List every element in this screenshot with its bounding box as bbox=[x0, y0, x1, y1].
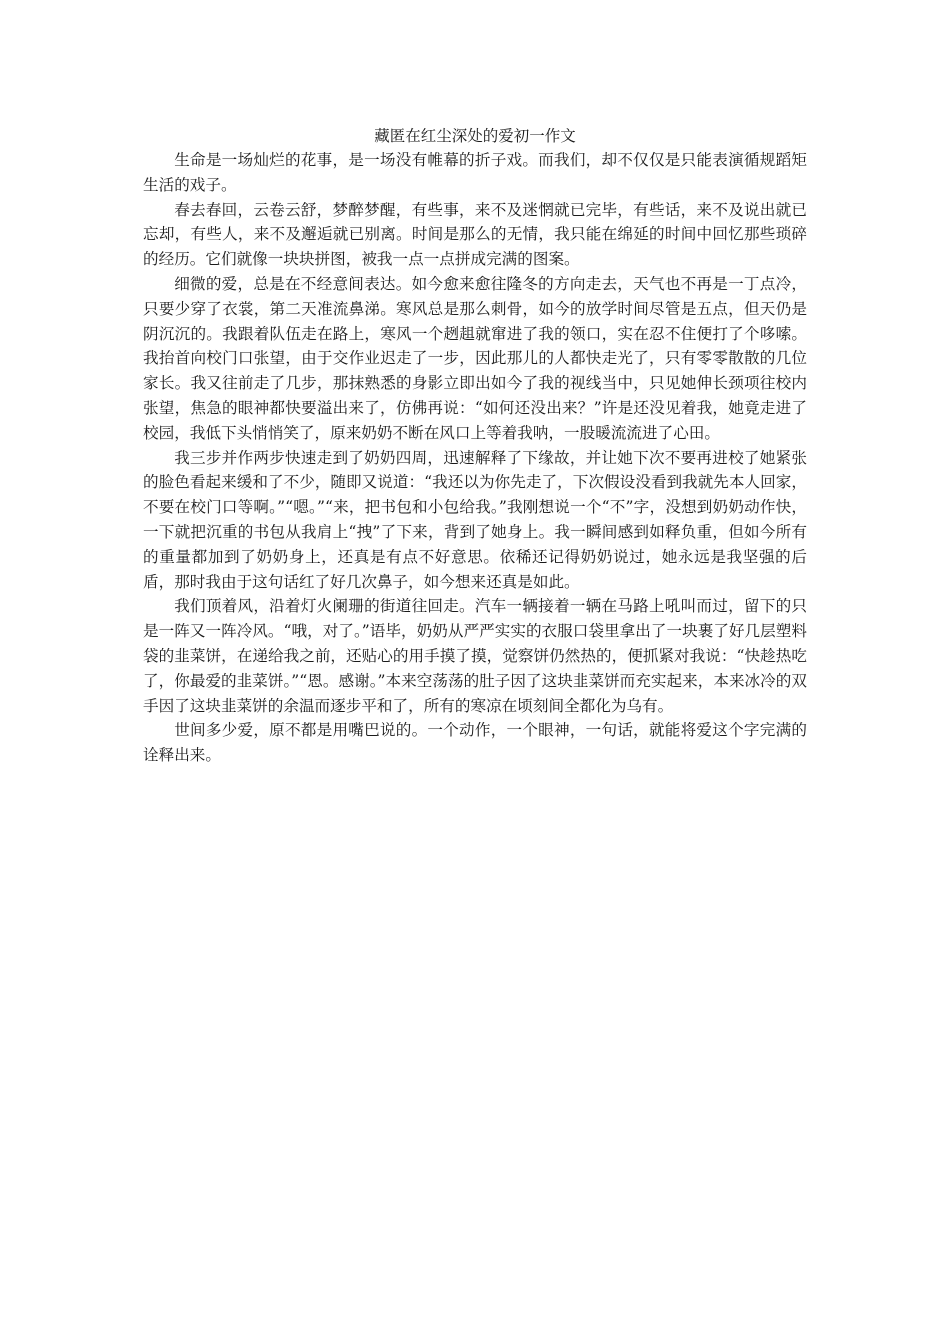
paragraph-4: 我三步并作两步快速走到了奶奶四周，迅速解释了下缘故，并让她下次不要再进校了她紧张的脸色看起来缓和了不少，随即又说道：“我还以为你先走了，下次假设没看到我就先本人回家，不要在校门口等啊。”“嗯。”“来，把书包和小包给我。”我刚想说一个“不”字，没想到奶奶动作快，一下就把沉重的书包从我肩上“拽”了下来，背到了她身上。我一瞬间感到如释负重，但如今所有的重量都加到了奶奶身上，还真是有点不好意思。依稀还记得奶奶说过，她永远是我坚强的后盾，那时我由于这句话红了好几次鼻子，如今想来还真是如此。 bbox=[143, 448, 807, 591]
paragraph-2: 春去春回，云卷云舒，梦醉梦醒，有些事，来不及迷惘就已完毕，有些话，来不及说出就已忘却，有些人，来不及邂逅就已别离。时间是那么的无情，我只能在绵延的时间中回忆那些琐碎的经历。它们就像一块块拼图，被我一点一点拼成完满的图案。 bbox=[143, 200, 807, 269]
page-title: 藏匿在红尘深处的爱初一作文 bbox=[374, 127, 576, 145]
paragraph-3: 细微的爱，总是在不经意间表达。如今愈来愈往隆冬的方向走去，天气也不再是一丁点冷，只要少穿了衣裳，第二天准流鼻涕。寒风总是那么刺骨，如今的放学时间尽管是五点，但天仍是阴沉沉的。我跟着队伍走在路上，寒风一个趔趄就窜进了我的领口，实在忍不住便打了个哆嗦。我抬首向校门口张望，由于交作业迟走了一步，因此那儿的人都快走光了，只有零零散散的几位家长。我又往前走了几步，那抹熟悉的身影立即出如今了我的视线当中，只见她伸长颈项往校内张望，焦急的眼神都快要溢出来了，仿佛再说：“如何还没出来？”许是还没见着我，她竟走进了校园，我低下头悄悄笑了，原来奶奶不断在风口上等着我呐，一股暖流流进了心田。 bbox=[143, 274, 807, 442]
article-body bbox=[143, 124, 807, 768]
paragraph-5: 我们顶着风，沿着灯火阑珊的街道往回走。汽车一辆接着一辆在马路上吼叫而过，留下的只是一阵又一阵冷风。“哦，对了。”语毕，奶奶从严严实实的衣服口袋里拿出了一块裹了好几层塑料袋的韭菜饼，在递给我之前，还贴心的用手摸了摸，觉察饼仍然热的，便抓紧对我说：“快趁热吃了，你最爱的韭菜饼。”“恩。感谢。”本来空荡荡的肚子因了这块韭菜饼而充实起来，本来冰冷的双手因了这块韭菜饼的余温而逐步平和了，所有的寒凉在顷刻间全都化为乌有。 bbox=[143, 597, 807, 715]
paragraph-1: 生命是一场灿烂的花事，是一场没有帷幕的折子戏。而我们，却不仅仅是只能表演循规蹈矩生活的戏子。 bbox=[143, 151, 807, 194]
paragraph-6: 世间多少爱，原不都是用嘴巴说的。一个动作，一个眼神，一句话，就能将爱这个字完满的诠释出来。 bbox=[143, 721, 807, 765]
